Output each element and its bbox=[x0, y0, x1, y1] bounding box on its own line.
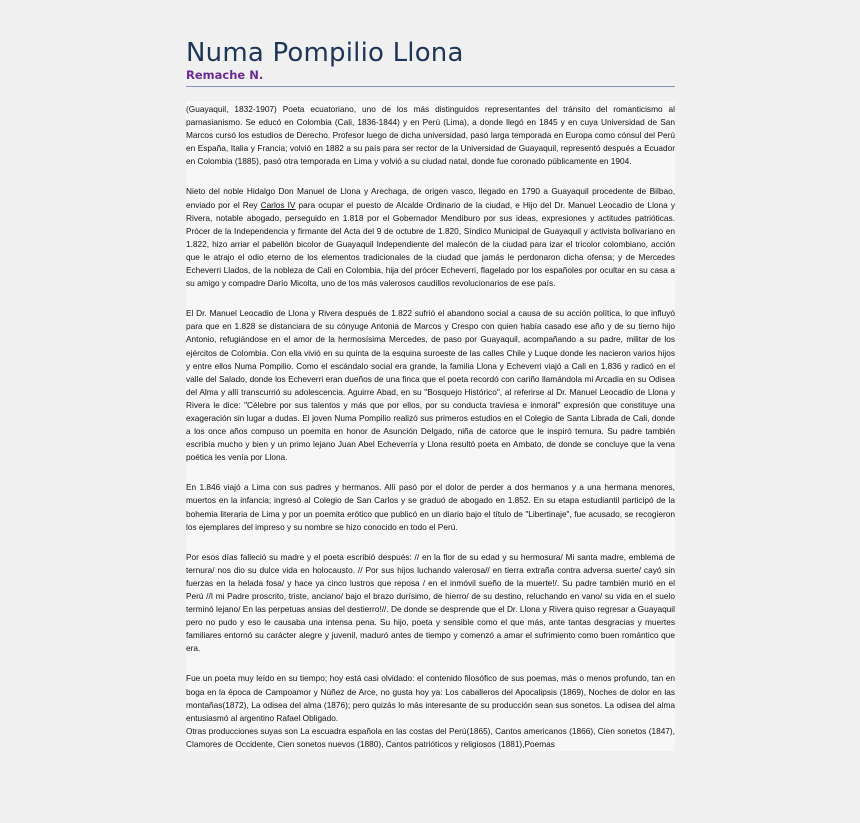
paragraph-5: Por esos días falleció su madre y el poeta escribió después: // en la flor de su edad y su hermosura/ Mi santa madre, emblema de ternura/ nos dio su dulce vida en holocausto. // Por sus hijos luchando valerosa// en tierra extraña contra adversa suerte/ cayó sin fuerzas en la helada fosa/ y hace ya cinco lustros que reposa / en el inmóvil sueño de la muerte!/. Su padre también murió en el Perú //I mi Padre proscrito, triste, anciano/ bajo el brazo durísimo, de hierro/ de su destino, reluchando en vano/ su vida en el suelo terminó lejano/ En las perpetuas ansias del destierro!//. De donde se desprende que el Dr. Llona y Rivera quiso regresar a Guayaquil pero no pudo y eso le causaba una intensa pena. Su hijo, poeta y sensible como el que más, ante tantas desgracias y muertes familiares entornó su carácter alegre y juvenil, maduró antes de tiempo y comenzó a amar el sufrimiento como buen romántico que era. bbox=[186, 551, 675, 654]
paragraph-2-text-b: para ocupar el puesto de Alcalde Ordinario de la ciudad, e Hijo del Dr. Manuel Leocadio de Llona y Rivera, notable abogado, perseguido en 1.818 por el Gobernador Mendiburo por sus ideas, expresiones y actitudes patrióticas. Prócer de la Independencia y firmante del Acta del 9 de octubre de 1.820, Síndico Municipal de Guayaquil y activista bolivariano en 1.822, hizo arriar el pabellón bicolor de Guayaquil Independiente del malecón de la ciudad para izar el tricolor colombiano, acción que le atrajo el odio eterno de los elementos tradicionales de la ciudad que jamás le perdonaron dicha ofensa; y de Mercedes Echeverri Llados, de la nobleza de Cali en Colombia, hija del prócer Echeverri, flagelado por los españoles por ocultar en su casa a su amigo y compadre Darío Micolta, uno de los más valerosos caudillos revolucionarios de ese país. bbox=[186, 199, 675, 289]
document-body bbox=[186, 101, 675, 751]
paragraph-3: El Dr. Manuel Leocadio de Llona y Rivera después de 1.822 sufrió el abandono social a causa de su acción política, lo que influyó para que en 1.828 se distanciara de su cónyuge Antonia de Marcos y Crespo con quien había casado ese año y de su tierno hijo Antonio, refugiándose en el amor de la hermosísima Mercedes, de paso por Guayaquil, acompañando a su padre, militar de los ejércitos de Colombia. Con ella vivió en su quinta de la esquina suroeste de las calles Chile y Luque donde les nacieron varios hijos y entre ellos Numa Pompilio. Como el escándalo social era grande, la familia Llona y Echeverri viajó a Cali en 1.836 y radicó en el valle del Salado, donde los Echeverri eran dueños de una finca que el poeta recordó con cariño llamándola mi Arcadia en su Odisea del Alma y allí transcurrió su adolescencia. Aguirre Abad, en su "Bosquejo Histórico", al referirse al Dr. Manuel Leocadio de Llona y Rivera le dice: "Célebre por sus talentos y más que por ellos, por su conducta traviesa e inmoral" expresión que constituye una exageración sin lugar a dudas. El joven Numa Pompilio realizó sus primeros estudios en el Colegio de Santa Librada de Cali, donde a los once años compuso un poemita en honor de Asunción Delgado, niña de catorce que le inspiró ternura. Su padre también escribía mucho y bien y un primo lejano Juan Abel Echeverría y Llona resultó poeta en Ambato, de donde se concluye que la vena poética les venía por Llona. bbox=[186, 308, 675, 463]
author-name: Remache N. bbox=[186, 68, 264, 82]
paragraph-7: Otras producciones suyas son La escuadra española en las costas del Perú(1865), Cantos americanos (1866), Cien sonetos (1847), Clamores de Occidente, Cien sonetos nuevos (1880), Cantos patrióticos y religiosos (1881),Poemas bbox=[186, 725, 675, 749]
document-page bbox=[186, 38, 675, 823]
title-divider bbox=[186, 86, 675, 87]
paragraph-2 bbox=[186, 185, 675, 290]
carlos-iv-link[interactable]: Carlos IV bbox=[260, 199, 296, 210]
page-title: Numa Pompilio Llona bbox=[186, 38, 464, 68]
paragraph-1: (Guayaquil, 1832-1907) Poeta ecuatoriano, uno de los más distinguidos representantes del tránsito del romanticismo al parnasianismo. Se educó en Colombia (Cali, 1836-1844) y en Perú (Lima), a donde llegó en 1845 y en cuya Universidad de San Marcos cursó los estudios de Derecho. Profesor luego de dicha universidad, pasó larga temporada en Europa como cónsul del Perú en España, Italia y Francia; volvió en 1882 a su país para ser rector de la Universidad de Guayaquil, representó después a Ecuador en Colombia (1885), pasó otra temporada en Lima y volvió a su ciudad natal, donde fue coronado públicamente en 1904. bbox=[186, 104, 675, 167]
paragraph-4: En 1.846 viajó a Lima con sus padres y hermanos. Allí pasó por el dolor de perder a dos hermanos y a una hermana menores, muertos en la infancia; ingresó al Colegio de San Carlos y se graduó de abogado en 1.852. En su etapa estudiantil participó de la bohemia literaria de Lima y por un poemita erótico que publicó en un diario bajo el título de "Libertinaje", fue acusado, se recogieron los ejemplares del impreso y su nombre se hizo conocido en todo el Perú. bbox=[186, 482, 675, 532]
paragraph-6: Fue un poeta muy leído en su tiempo; hoy está casi olvidado: el contenido filosófico de sus poemas, más o menos profundo, tan en boga en la época de Campoamor y Núñez de Arce, no gusta hoy ya: Los caballeros del Apocalipsis (1869), Noches de dolor en las montañas(1872), La odisea del alma (1876); pero quizás lo más interesante de su producción sean sus sonetos. La odisea del alma entusiasmó al argentino Rafael Obligado. bbox=[186, 673, 675, 723]
paragraph-2-text-a: Nieto del noble Hidalgo Don Manuel de Llona y Arechaga, de origen vasco, llegado en 1790 a Guayaquil procedente de Bilbao, enviado por el Rey bbox=[186, 186, 675, 210]
